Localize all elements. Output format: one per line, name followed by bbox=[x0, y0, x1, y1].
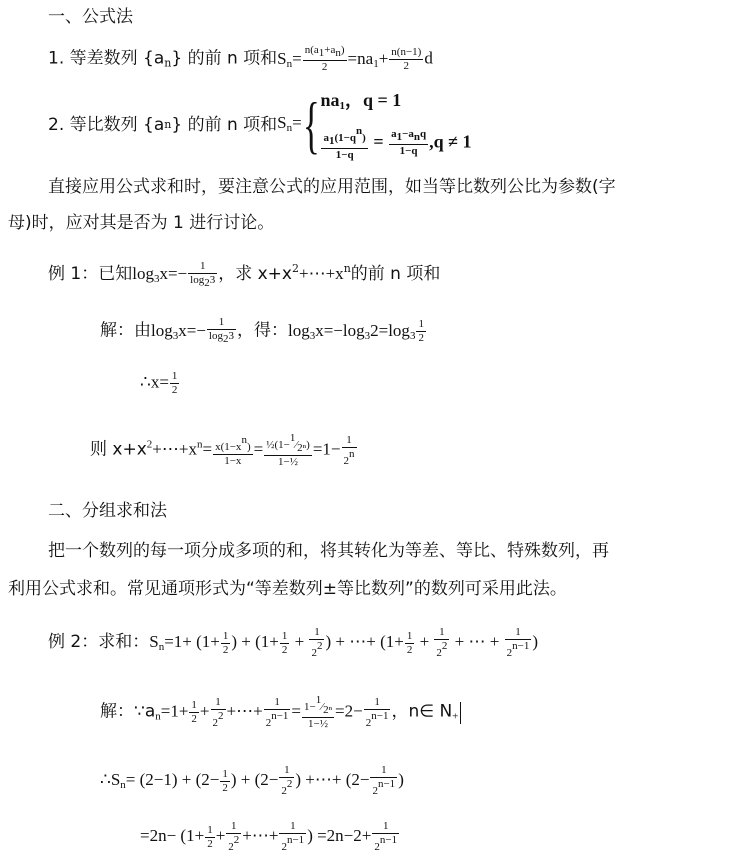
solution2-step1: 解：$\because a_n=1+$ $\frac{1}{2}$ + $\frac{1}{2^2}$ +⋯+ $\frac{1}{2^{n-1}}$ = $\frac{1-^1⁄_{2^n}}{\text{1−½}}$ =2− $\frac{1}{2^{n-1}}$ ，n∈ $N_+$ bbox=[100, 694, 461, 731]
example1: 例 1：已知$\log_3x=-$ $\frac{1}{\log_23}$ ，求 $x+x^2+\cdots+x^n$的前 n 项和 bbox=[48, 259, 441, 289]
text-cursor bbox=[460, 702, 461, 724]
example1-tail: ，求 x+x bbox=[218, 264, 292, 284]
arithmetic-sum-formula: 1. 等差数列 $\{a_n\}$ 的前 n 项和$S_n=$ $\frac{n(a_1+a_n)}{2}$ $=na_1+$ $\frac{n(n-1)}{2}$ d bbox=[48, 44, 433, 73]
solution1-get: ，得： bbox=[236, 320, 288, 341]
item1-text: 1. 等差数列 {a bbox=[48, 48, 165, 69]
solution2-step3: =2n− (1+ $\frac{1}{2}$ + $\frac{1}{2^2}$ +⋯+ $\frac{1}{2^{n-1}}$ ) =2n−2+ $\frac{1}{2^{n-1}}$ bbox=[140, 820, 398, 853]
example2-label: 例 2：求和： bbox=[48, 631, 150, 652]
example2: 例 2：求和：$S_n=1+ (1+$ $\frac{1}{2}$ ) + (1+ $\frac{1}{2}$ + $\frac{1}{2^2}$ ) + ⋯+ (1+ $\frac{1}{2}$ + $\frac{1}{2^2}$ + ⋯ + $\frac{1}{2^{n-1}}$ ) bbox=[48, 626, 538, 659]
item2-mid: } 的前 n 项和 bbox=[171, 115, 278, 135]
solution1-therefore: ∴x= $\frac{1}{2}$ bbox=[140, 370, 178, 396]
section2-title: 二、分组求和法 bbox=[48, 501, 167, 521]
item2-text: 2. 等比数列 {a bbox=[48, 115, 165, 135]
solution1-then: 则 x+x bbox=[90, 439, 147, 460]
example1-label: 例 1：已知 bbox=[48, 264, 133, 284]
para1-line1: 直接应用公式求和时，要注意公式的应用范围，如当等比数列公比为参数(字 bbox=[48, 177, 616, 197]
geometric-sum-formula: 2. 等比数列 {a n } 的前 n 项和 $S_n=$ { $na_1$，q = 1 $\frac{a_1(1-q^n)}{1-q}$ = $\frac{a_1-a_nq}{1-q}$ ,q ≠ 1 bbox=[48, 89, 472, 161]
section1-title: 一、公式法 bbox=[48, 7, 133, 27]
therefore-x: ∴x= bbox=[140, 372, 169, 392]
para2-line2: 利用公式求和。常见通项形式为“等差数列±等比数列”的数列可采用此法。 bbox=[8, 579, 567, 599]
solution2-step2: $\therefore S_n= (2-1) + (2-$ $\frac{1}{2}$ ) + (2− $\frac{1}{2^2}$ ) +⋯+ (2− $\frac{1}{2^{n-1}}$ ) bbox=[100, 764, 404, 797]
example1-tail3: 的前 n 项和 bbox=[350, 264, 441, 284]
solution2-tail: ，n∈ N bbox=[391, 701, 453, 722]
para2-line1: 把一个数列的每一项分成多项的和，将其转化为等差、等比、特殊数列，再 bbox=[48, 541, 609, 561]
item1-mid: } 的前 n 项和 bbox=[171, 48, 278, 69]
example1-tail2: +⋯+x bbox=[299, 264, 344, 283]
para1-line2: 母)时，应对其是否为 1 进行讨论。 bbox=[8, 213, 275, 233]
solution1-step1: 解：由$\log_3x=-$ $\frac{1}{\log_23}$ ，得：$\log_3x=-\log_32=\log_3$ $\frac{1}{2}$ bbox=[100, 316, 424, 345]
solution1-label: 解：由 bbox=[100, 320, 151, 341]
solution2-label: 解：∵a bbox=[100, 701, 156, 722]
solution1-result: 则 $x+x^2+\cdots+x^n=$ $\frac{x(1-x^n)}{1-x}$ = $\frac{\frac{1}{2}(1-^1⁄_{2^n})}{\text{1−½}}$ =1− $\frac{1}{2^n}$ bbox=[90, 432, 355, 468]
